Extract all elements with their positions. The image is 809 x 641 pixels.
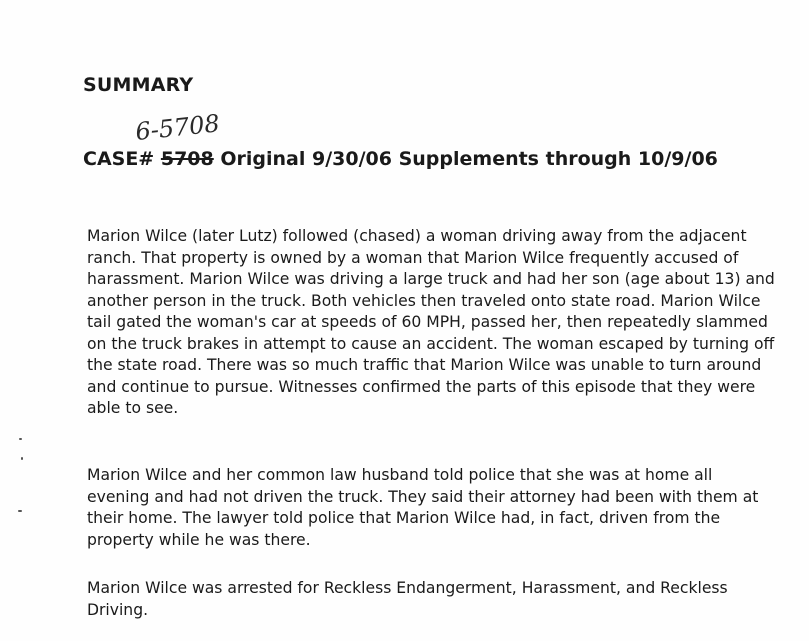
paragraph-alibi: Marion Wilce and her common law husband told police that she was at home all evening and had not driven the truck. They said their attorney had been with them at their home. The lawyer told police that Marion Wilce had, in fact, driven from the property while he was there. bbox=[87, 466, 759, 549]
summary-heading: SUMMARY bbox=[83, 74, 194, 96]
case-line bbox=[83, 148, 718, 170]
handwritten-case-number: 6-5708 bbox=[134, 109, 222, 146]
case-label: CASE# bbox=[83, 148, 155, 170]
scan-speck bbox=[19, 438, 22, 440]
paragraph-chase: Marion Wilce (later Lutz) followed (chased) a woman driving away from the adjacent ranch. That property is owned by a woman that Marion Wilce frequently accused of harassment. Marion Wilce was driving a large truck and had her son (age about 13) and another person in the truck. Both vehicles then traveled onto state road. Marion Wilce tail gated the woman's car at speeds of 60 MPH, passed her, then repeatedly slammed on the truck brakes in attempt to cause an accident. The woman escaped by turning off the state road. There was so much traffic that Marion Wilce was unable to turn around and continue to pursue. Witnesses confirmed the parts of this episode that they were able to see. bbox=[87, 227, 775, 417]
scan-speck bbox=[21, 457, 23, 460]
struck-case-number: 5708 bbox=[160, 148, 214, 170]
scan-speck bbox=[18, 510, 22, 512]
paragraph-arrest: Marion Wilce was arrested for Reckless Endangerment, Harassment, and Reckless Driving. bbox=[87, 579, 728, 619]
case-dates: Original 9/30/06 Supplements through 10/9/06 bbox=[213, 148, 718, 170]
